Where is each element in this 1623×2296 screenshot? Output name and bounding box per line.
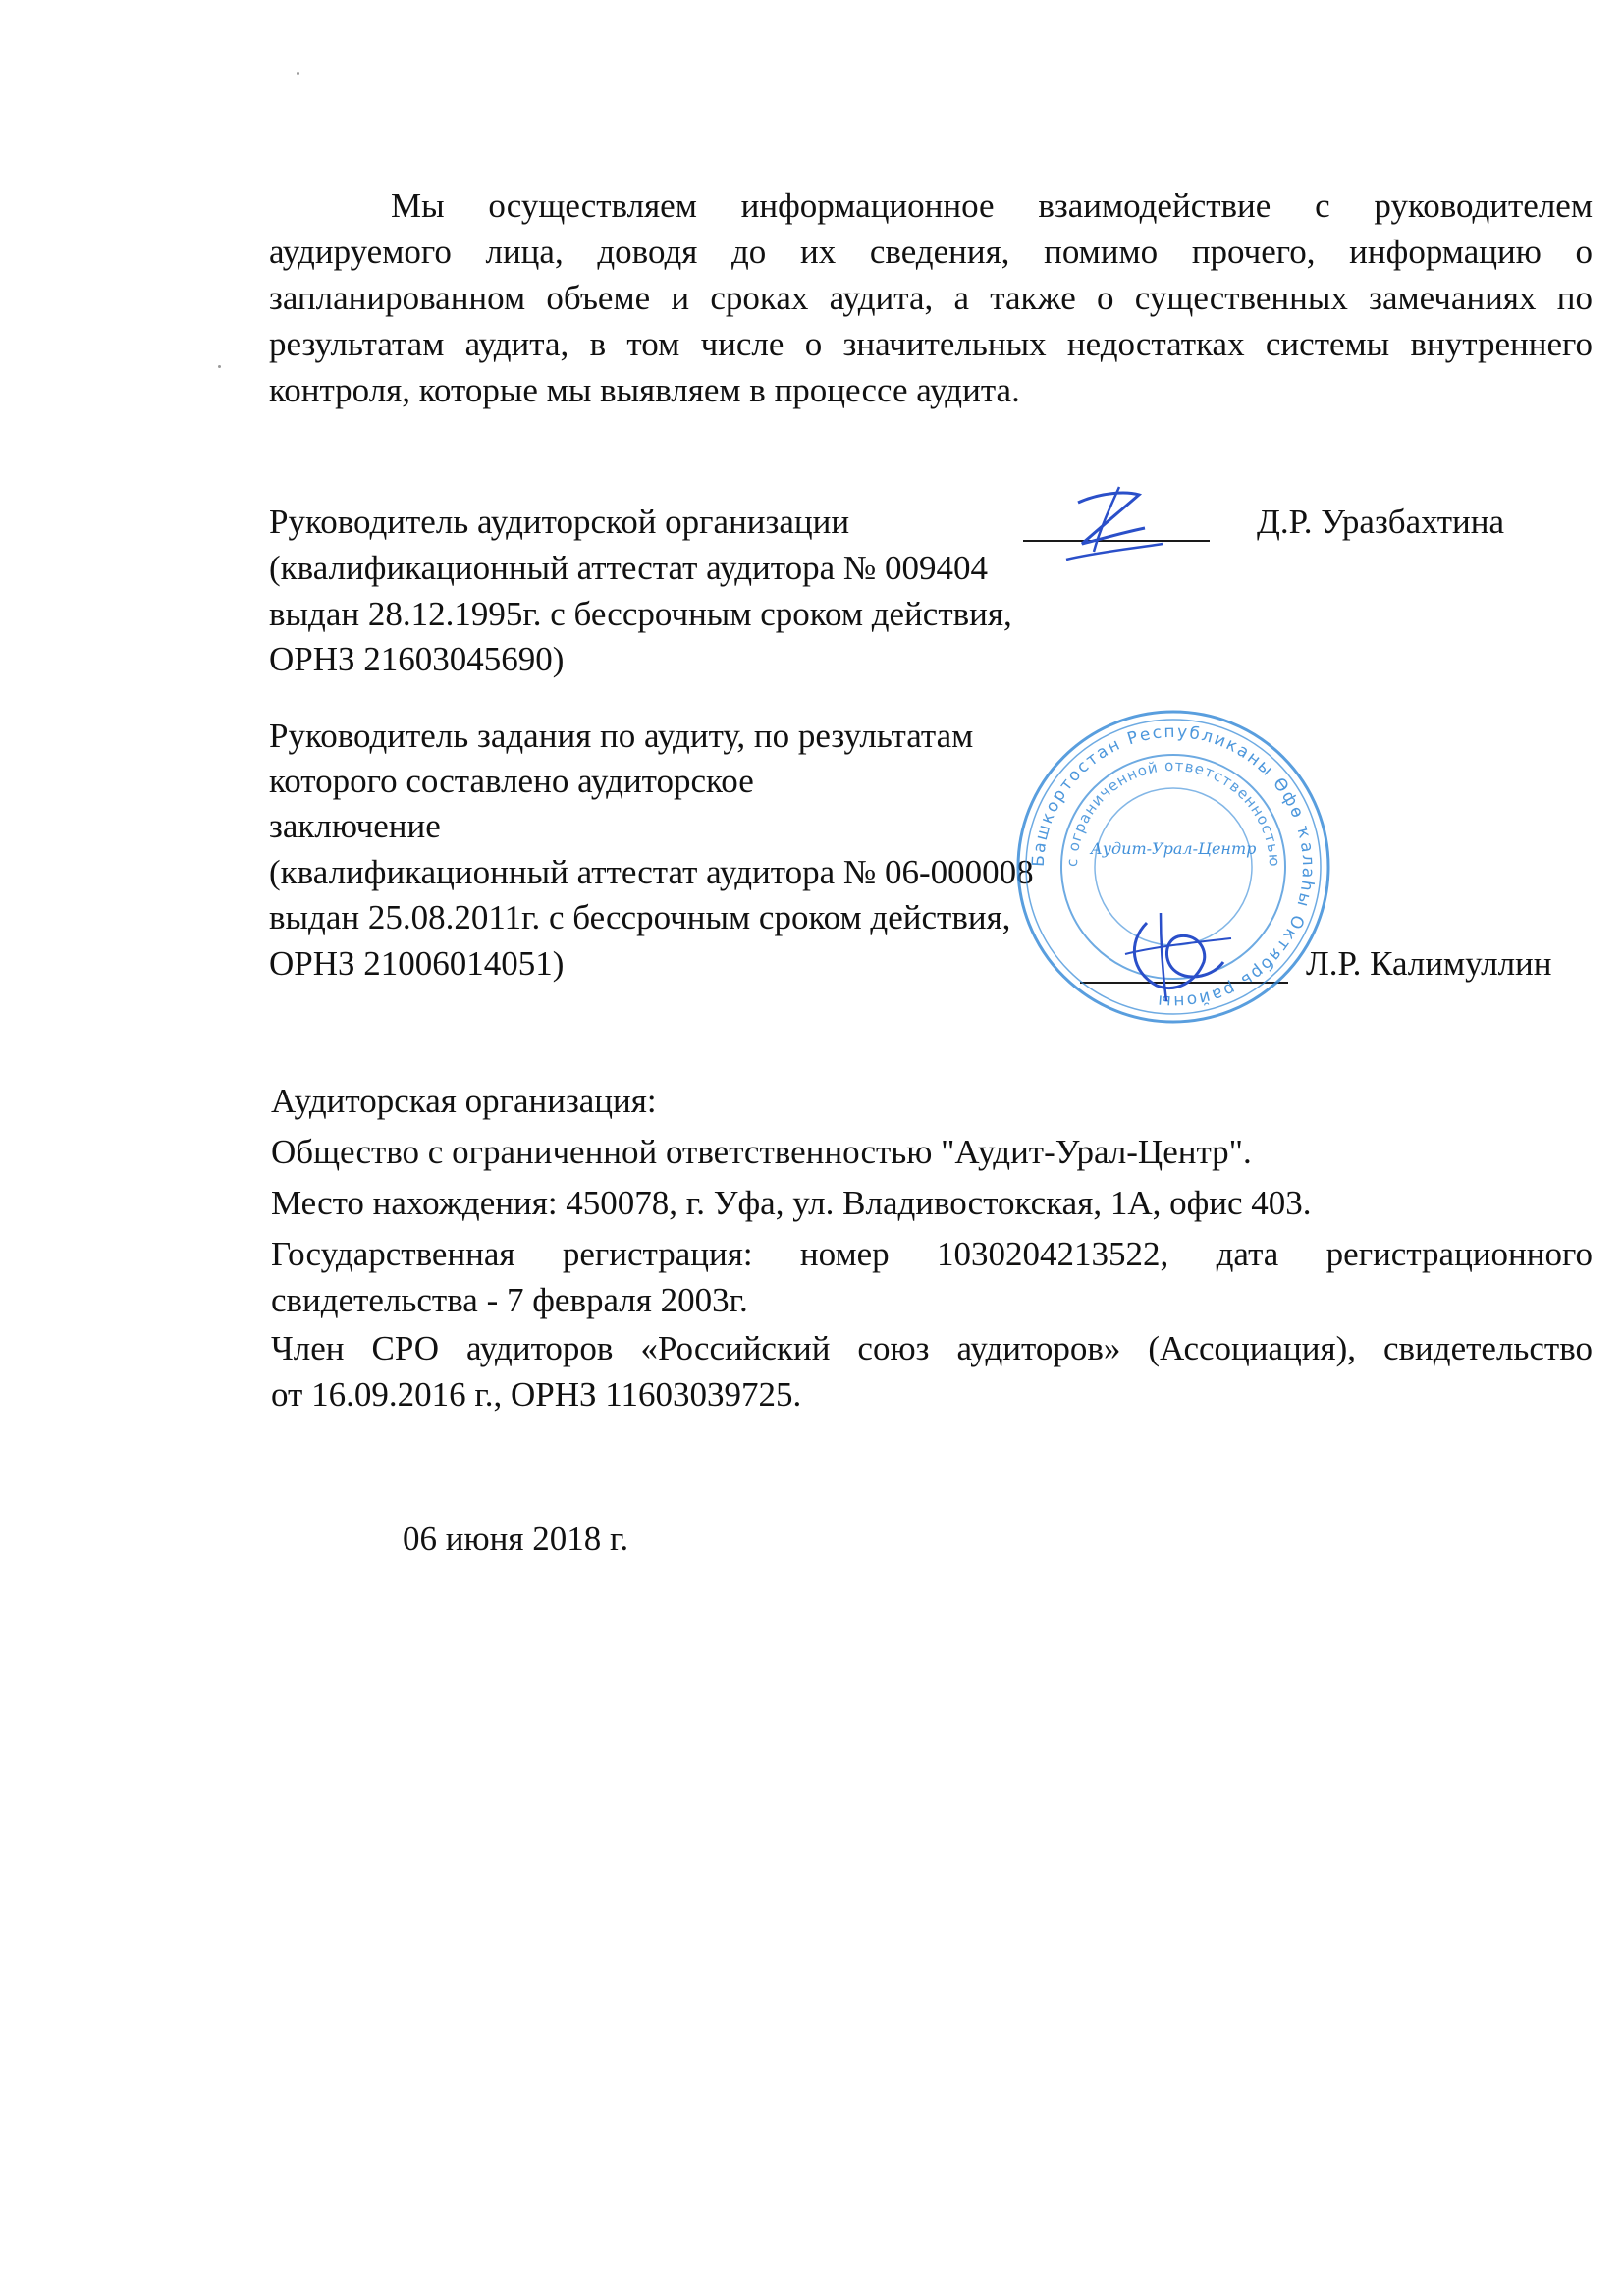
organization-registration-line2: свидетельства - 7 февраля 2003г. <box>271 1281 748 1319</box>
signatory-1-ornz: ОРНЗ 21603045690) <box>269 640 565 678</box>
organization-name: Общество с ограниченной ответственностью "Аудит-Урал-Центр". <box>271 1133 1252 1171</box>
signatory-1-cert: (квалификационный аттестат аудитора № 009404 <box>269 549 989 587</box>
signatory-2-title-line1: Руководитель задания по аудиту, по результатам <box>269 717 974 755</box>
organization-sro-line2: от 16.09.2016 г., ОРНЗ 11603039725. <box>271 1375 802 1414</box>
organization-registration-line1: Государственная регистрация: номер 1030204213522, дата регистрационного <box>271 1235 1593 1273</box>
svg-text:Башкортостан Республиканы Өфө: Башкортостан Республиканы Өфө ҡалаһы Октябрь районы <box>1028 721 1319 1012</box>
svg-text:Аудит-Урал-Центр: Аудит-Урал-Центр <box>1090 839 1257 858</box>
organization-sro-line1: Член СРО аудиторов «Российский союз аудиторов» (Ассоциация), свидетельство <box>271 1329 1593 1367</box>
svg-text:с ограниченной ответственность: с ограниченной ответственностью <box>1062 756 1284 868</box>
signatory-2-ornz: ОРНЗ 21006014051) <box>269 944 565 983</box>
organization-location: Место нахождения: 450078, г. Уфа, ул. Владивостокская, 1А, офис 403. <box>271 1184 1312 1222</box>
signature-2-mark <box>1117 903 1235 1011</box>
scan-speck <box>297 72 299 75</box>
signatory-2-title-line3: заключение <box>269 807 441 845</box>
signatory-1-name: Д.Р. Уразбахтина <box>1257 503 1505 541</box>
organization-heading: Аудиторская организация: <box>271 1082 657 1120</box>
signatory-2-name: Л.Р. Калимуллин <box>1306 944 1552 983</box>
signatory-2-issued: выдан 25.08.2011г. с бессрочным сроком действия, <box>269 898 1011 936</box>
signatory-2-cert: (квалификационный аттестат аудитора № 06-000008 <box>269 853 1034 891</box>
intro-paragraph: Мы осуществляем информационное взаимодействие с руководителем аудируемого лица, доводя до их сведения, помимо прочего, информацию о запланированном объеме и сроках аудита, а также о существенных замечаниях по результатам аудита, в том числе о значительных недостатках системы внутреннего контроля, которые мы выявляем в процессе аудита. <box>269 187 1593 409</box>
scan-speck <box>218 365 221 368</box>
signatory-1-title: Руководитель аудиторской организации <box>269 503 850 541</box>
signature-1-mark <box>1060 483 1168 573</box>
signatory-2-title-line2: которого составлено аудиторское <box>269 762 754 800</box>
document-date: 06 июня 2018 г. <box>403 1520 629 1558</box>
signatory-1-issued: выдан 28.12.1995г. с бессрочным сроком действия, <box>269 595 1012 633</box>
